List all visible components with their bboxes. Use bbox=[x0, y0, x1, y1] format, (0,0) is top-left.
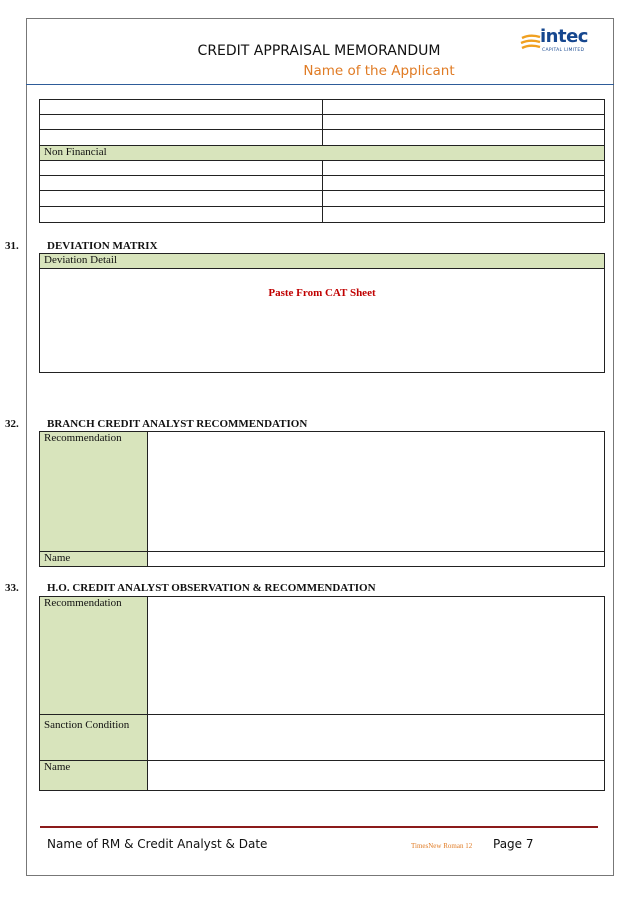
grid-cell[interactable] bbox=[40, 176, 323, 191]
section-title-deviation-matrix: DEVIATION MATRIX bbox=[47, 240, 158, 252]
name-label: Name bbox=[40, 552, 148, 567]
grid-cell[interactable] bbox=[40, 115, 323, 130]
section-number: 31. bbox=[5, 240, 19, 252]
footer-divider bbox=[40, 826, 598, 828]
ho-recommendation-table bbox=[39, 596, 605, 791]
sanction-condition-field[interactable] bbox=[148, 715, 605, 761]
top-grid bbox=[39, 99, 605, 223]
deviation-detail-field[interactable] bbox=[40, 269, 605, 373]
recommendation-field[interactable] bbox=[148, 432, 605, 552]
intec-logo bbox=[520, 28, 602, 58]
grid-cell[interactable] bbox=[40, 100, 323, 115]
header-divider bbox=[26, 84, 614, 85]
deviation-detail-label: Deviation Detail bbox=[40, 254, 605, 269]
grid-cell[interactable] bbox=[323, 100, 605, 115]
grid-cell[interactable] bbox=[323, 115, 605, 130]
recommendation-label: Recommendation bbox=[40, 432, 148, 552]
logo-tagline: CAPITAL LIMITED bbox=[542, 48, 585, 53]
logo-wordmark: intec bbox=[540, 26, 588, 47]
page-number: Page 7 bbox=[493, 837, 534, 851]
branch-recommendation-table bbox=[39, 431, 605, 567]
grid-cell[interactable] bbox=[40, 191, 323, 207]
grid-cell[interactable] bbox=[40, 161, 323, 176]
recommendation-field[interactable] bbox=[148, 597, 605, 715]
sanction-condition-label: Sanction Condition bbox=[40, 715, 148, 761]
name-field[interactable] bbox=[148, 552, 605, 567]
grid-cell[interactable] bbox=[323, 130, 605, 146]
name-field[interactable] bbox=[148, 761, 605, 791]
grid-cell[interactable] bbox=[323, 176, 605, 191]
section-number: 33. bbox=[5, 582, 19, 594]
section-title-ho-recommendation: H.O. CREDIT ANALYST OBSERVATION & RECOMMENDATION bbox=[47, 582, 376, 594]
grid-cell[interactable] bbox=[40, 207, 323, 223]
name-label: Name bbox=[40, 761, 148, 791]
footer-font-note: TimesNew Roman 12 bbox=[411, 842, 473, 850]
section-title-branch-recommendation: BRANCH CREDIT ANALYST RECOMMENDATION bbox=[47, 418, 308, 430]
grid-cell[interactable] bbox=[323, 191, 605, 207]
grid-cell[interactable] bbox=[323, 161, 605, 176]
recommendation-label: Recommendation bbox=[40, 597, 148, 715]
footer-signatory: Name of RM & Credit Analyst & Date bbox=[47, 837, 268, 851]
paste-note: Paste From CAT Sheet bbox=[268, 287, 376, 299]
grid-cell[interactable] bbox=[323, 207, 605, 223]
applicant-name: Name of the Applicant bbox=[303, 63, 455, 79]
deviation-matrix-table bbox=[39, 253, 605, 373]
section-number: 32. bbox=[5, 418, 19, 430]
non-financial-label: Non Financial bbox=[40, 146, 605, 161]
grid-cell[interactable] bbox=[40, 130, 323, 146]
page-title: CREDIT APPRAISAL MEMORANDUM bbox=[197, 43, 441, 59]
logo-swoosh-icon bbox=[520, 32, 542, 54]
